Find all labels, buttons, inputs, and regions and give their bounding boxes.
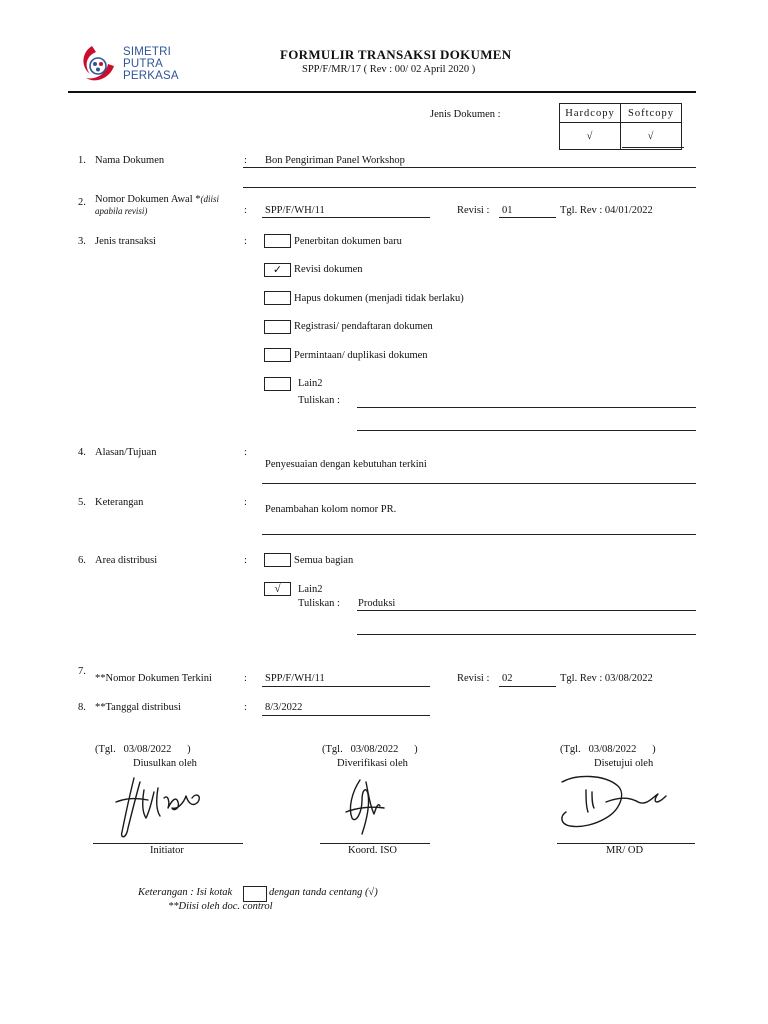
field-4-number: 4. (78, 447, 86, 458)
permintaan-label: Permintaan/ duplikasi dokumen (294, 350, 428, 361)
sig-1-role: Diusulkan oleh (133, 758, 197, 769)
nomor-dokumen-terkini-value[interactable]: SPP/F/WH/11 (265, 673, 325, 684)
jenis-dokumen-table (559, 103, 682, 150)
semua-bagian-checkbox[interactable] (264, 553, 291, 567)
nama-dokumen-line-1 (243, 167, 696, 168)
field-8-label: **Tanggal distribusi (95, 702, 181, 713)
field-8-colon: : (244, 702, 247, 713)
nama-dokumen-line-2 (243, 187, 696, 188)
field-1-label: Nama Dokumen (95, 155, 165, 166)
nomor-dokumen-terkini-line (262, 686, 430, 687)
field-2-colon: : (244, 205, 247, 216)
field-2-number: 2. (78, 197, 86, 208)
sig-2-role: Diverifikasi oleh (337, 758, 408, 769)
jenis-dokumen-label: Jenis Dokumen : (430, 109, 501, 120)
footer-sample-box (243, 886, 267, 902)
lain2-transaksi-checkbox[interactable] (264, 377, 291, 391)
sig-3-date: (Tgl. 03/08/2022 ) (560, 744, 656, 755)
tgl-rev-terkini: Tgl. Rev : 03/08/2022 (560, 673, 653, 684)
field-6-colon: : (244, 555, 247, 566)
tuliskan-distribusi-label: Tuliskan : (298, 598, 340, 609)
field-7-label: **Nomor Dokumen Terkini (95, 673, 212, 684)
tgl-rev-awal: Tgl. Rev : 04/01/2022 (560, 205, 653, 216)
tuliskan-transaksi-line-2[interactable] (357, 430, 696, 431)
tanggal-distribusi-line (262, 715, 430, 716)
hapus-checkbox[interactable] (264, 291, 291, 305)
field-1-colon: : (244, 155, 247, 166)
sig-3-role: Disetujui oleh (594, 758, 654, 769)
lain2-distribusi-label: Lain2 (298, 584, 323, 595)
field-5-colon: : (244, 497, 247, 508)
form-code: SPP/F/MR/17 ( Rev : 00/ 02 April 2020 ) (302, 64, 476, 75)
semua-bagian-label: Semua bagian (294, 555, 354, 566)
initiator-signature (112, 772, 208, 842)
field-2-note-line-2: apabila revisi) (95, 206, 148, 216)
nama-dokumen-value[interactable]: Bon Pengiriman Panel Workshop (265, 155, 405, 166)
alasan-line (262, 483, 696, 484)
sig-2-title: Koord. ISO (348, 845, 397, 856)
nomor-dokumen-awal-line (262, 217, 430, 218)
header-divider (68, 91, 696, 93)
sig-1-title: Initiator (150, 845, 184, 856)
field-3-number: 3. (78, 236, 86, 247)
penerbitan-label: Penerbitan dokumen baru (294, 236, 402, 247)
sig-1-date: (Tgl. 03/08/2022 ) (95, 744, 191, 755)
tanggal-distribusi-value[interactable]: 8/3/2022 (265, 702, 303, 713)
tuliskan-distribusi-line-1 (357, 610, 696, 611)
tuliskan-distribusi-line-2 (357, 634, 696, 635)
tuliskan-transaksi-line-1[interactable] (357, 407, 696, 408)
tuliskan-transaksi-label: Tuliskan : (298, 395, 340, 406)
softcopy-header: Softcopy (621, 104, 682, 123)
field-5-label: Keterangan (95, 497, 144, 508)
field-7-colon: : (244, 673, 247, 684)
registrasi-label: Registrasi/ pendaftaran dokumen (294, 321, 433, 332)
lain2-transaksi-label: Lain2 (298, 378, 323, 389)
lain2-distribusi-checkbox[interactable]: √ (264, 582, 291, 596)
hardcopy-checkbox[interactable]: √ (560, 123, 621, 150)
nomor-dokumen-awal-value[interactable]: SPP/F/WH/11 (265, 205, 325, 216)
revisi-terkini-value[interactable]: 02 (502, 673, 513, 684)
field-6-label: Area distribusi (95, 555, 158, 566)
field-7-number: 7. (78, 666, 86, 677)
form-title: FORMULIR TRANSAKSI DOKUMEN (280, 47, 512, 62)
field-5-number: 5. (78, 497, 86, 508)
penerbitan-checkbox[interactable] (264, 234, 291, 248)
permintaan-checkbox[interactable] (264, 348, 291, 362)
softcopy-checkbox[interactable]: √ (621, 123, 682, 150)
revisi-terkini-line (499, 686, 556, 687)
hardcopy-header: Hardcopy (560, 104, 621, 123)
field-4-label: Alasan/Tujuan (95, 447, 157, 458)
company-logo-icon (76, 44, 118, 84)
company-name: SIMETRI PUTRA PERKASA (123, 46, 179, 82)
field-3-colon: : (244, 236, 247, 247)
sig-3-line (557, 843, 695, 844)
revisi-label: Revisi dokumen (294, 264, 363, 275)
field-1-number: 1. (78, 155, 86, 166)
jenis-dokumen-underline (622, 147, 684, 148)
revisi-terkini-label: Revisi : (457, 673, 490, 684)
hapus-label: Hapus dokumen (menjadi tidak berlaku) (294, 293, 464, 304)
alasan-value[interactable]: Penyesuaian dengan kebutuhan terkini (265, 459, 427, 470)
revisi-awal-label: Revisi : (457, 205, 490, 216)
sig-3-title: MR/ OD (606, 845, 644, 856)
revisi-checkbox[interactable]: ✓ (264, 263, 291, 277)
koord-iso-signature (340, 772, 390, 842)
sig-2-date: (Tgl. 03/08/2022 ) (322, 744, 418, 755)
mr-od-signature (556, 772, 674, 838)
footer-note-2: **Diisi oleh doc. control (168, 901, 273, 912)
footer-note-prefix: Keterangan : Isi kotak (138, 887, 233, 898)
sig-2-line (320, 843, 430, 844)
sig-1-line (93, 843, 243, 844)
footer-note-suffix: dengan tanda centang (√) (269, 887, 378, 898)
revisi-awal-line (499, 217, 556, 218)
keterangan-line (262, 534, 696, 535)
field-8-number: 8. (78, 702, 86, 713)
field-4-colon: : (244, 447, 247, 458)
field-2-label: Nomor Dokumen Awal *(diisi (95, 194, 219, 205)
tuliskan-distribusi-value[interactable]: Produksi (358, 598, 396, 609)
field-2-note: (diisi (200, 194, 219, 204)
registrasi-checkbox[interactable] (264, 320, 291, 334)
revisi-awal-value[interactable]: 01 (502, 205, 513, 216)
keterangan-value[interactable]: Penambahan kolom nomor PR. (265, 504, 397, 515)
field-6-number: 6. (78, 555, 86, 566)
field-3-label: Jenis transaksi (95, 236, 156, 247)
